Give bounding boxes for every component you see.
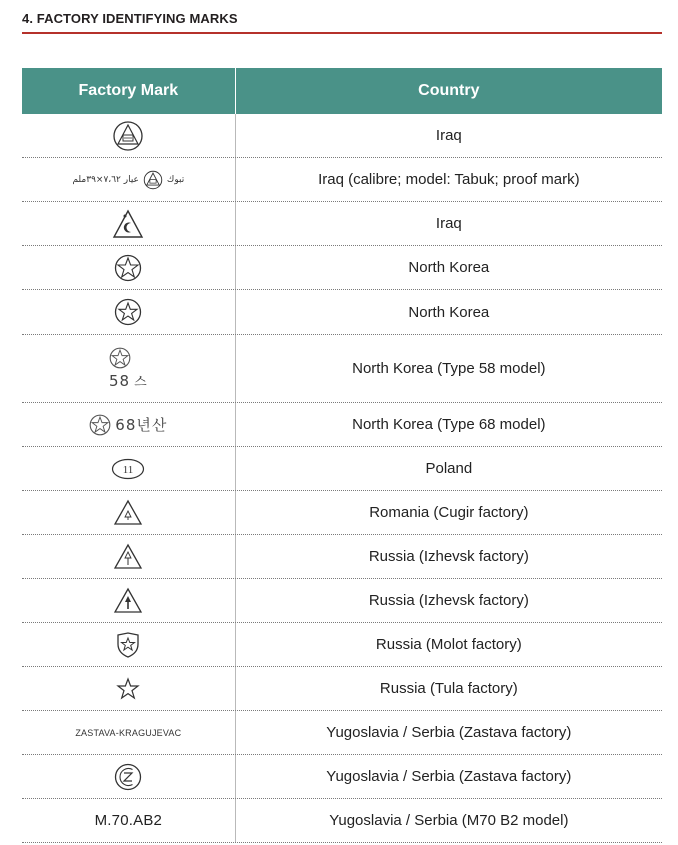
mark-sub: 스 [134, 375, 148, 390]
factory-mark-cell [22, 579, 236, 622]
table-header [22, 68, 662, 114]
table-row [22, 290, 662, 335]
country-cell: North Korea [408, 259, 490, 276]
circle-triangle-factory-icon [143, 170, 163, 190]
circled-star-icon [114, 254, 142, 282]
factory-marks-table [22, 68, 662, 843]
table-row [22, 403, 662, 447]
country-cell: Russia (Izhevsk factory) [368, 548, 529, 565]
table-row [22, 535, 662, 579]
mark-text: 68년산 [115, 416, 168, 434]
table-row [22, 202, 662, 246]
table-row [22, 114, 662, 158]
factory-mark-cell [22, 246, 236, 289]
factory-mark-cell [22, 202, 236, 245]
factory-mark-cell [22, 290, 236, 334]
triangle-arrow-solid-icon [113, 587, 143, 614]
factory-mark-cell [22, 623, 236, 666]
country-cell: North Korea [408, 303, 490, 321]
circled-star-icon [114, 298, 142, 326]
factory-mark-cell [22, 403, 236, 446]
table-row [22, 579, 662, 623]
shield-star-icon [115, 631, 141, 659]
mark-text: 58 [109, 371, 131, 390]
triangle-arrow-icon [113, 543, 143, 570]
factory-mark-cell [22, 491, 236, 534]
table-row [22, 799, 662, 843]
country-cell: Yugoslavia / Serbia (M70 B2 model) [329, 812, 569, 829]
section-title: 4. FACTORY IDENTIFYING MARKS [22, 11, 238, 26]
factory-mark-cell [22, 447, 236, 490]
factory-mark-cell [22, 158, 236, 201]
circle-triangle-factory-icon [112, 120, 144, 152]
factory-mark-cell [22, 755, 236, 798]
mark-text: ZASTAVA-KRAGUJEVAC [75, 727, 182, 738]
factory-mark-cell [22, 667, 236, 710]
factory-mark-cell [22, 711, 236, 754]
mark-text-right: تبوك [166, 174, 185, 185]
triangle-arrow-icon [113, 499, 143, 526]
country-cell: North Korea (Type 68 model) [352, 416, 546, 433]
table-row [22, 335, 662, 403]
mark-text-left: عيار ٧،٦٢×٣٩ملم [72, 174, 139, 185]
header-factory-mark: Factory Mark [22, 68, 236, 114]
star-outline-icon [116, 677, 140, 701]
factory-mark-cell [22, 114, 236, 157]
country-cell: Iraq (calibre; model: Tabuk; proof mark) [318, 171, 580, 188]
factory-mark-cell [22, 335, 236, 402]
country-cell: Yugoslavia / Serbia (Zastava factory) [326, 724, 572, 741]
table-row [22, 755, 662, 799]
circled-star-icon [109, 347, 131, 369]
circle-z-icon [114, 763, 142, 791]
country-cell: Yugoslavia / Serbia (Zastava factory) [326, 768, 572, 785]
country-cell: Poland [425, 460, 473, 477]
factory-mark-cell [22, 535, 236, 578]
triangle-crescent-icon [112, 209, 144, 239]
circled-star-icon [89, 414, 111, 436]
country-cell: Iraq [435, 215, 462, 232]
table-row [22, 246, 662, 290]
title-rule [22, 32, 662, 34]
table-row [22, 711, 662, 755]
country-cell: Iraq [435, 127, 462, 144]
table-row [22, 491, 662, 535]
table-row [22, 667, 662, 711]
country-cell: North Korea (Type 58 model) [352, 360, 546, 377]
header-country: Country [418, 82, 480, 99]
country-cell: Russia (Izhevsk factory) [368, 592, 529, 609]
table-row [22, 623, 662, 667]
factory-mark-cell [22, 799, 236, 842]
table-row [22, 158, 662, 202]
oval-number-icon [111, 458, 145, 480]
table-row [22, 447, 662, 491]
country-cell: Russia (Tula factory) [379, 680, 518, 697]
oval-number-text: 11 [123, 463, 134, 476]
country-cell: Romania (Cugir factory) [369, 504, 529, 521]
country-cell: Russia (Molot factory) [375, 636, 522, 653]
mark-text: M.70.AB2 [94, 812, 163, 829]
